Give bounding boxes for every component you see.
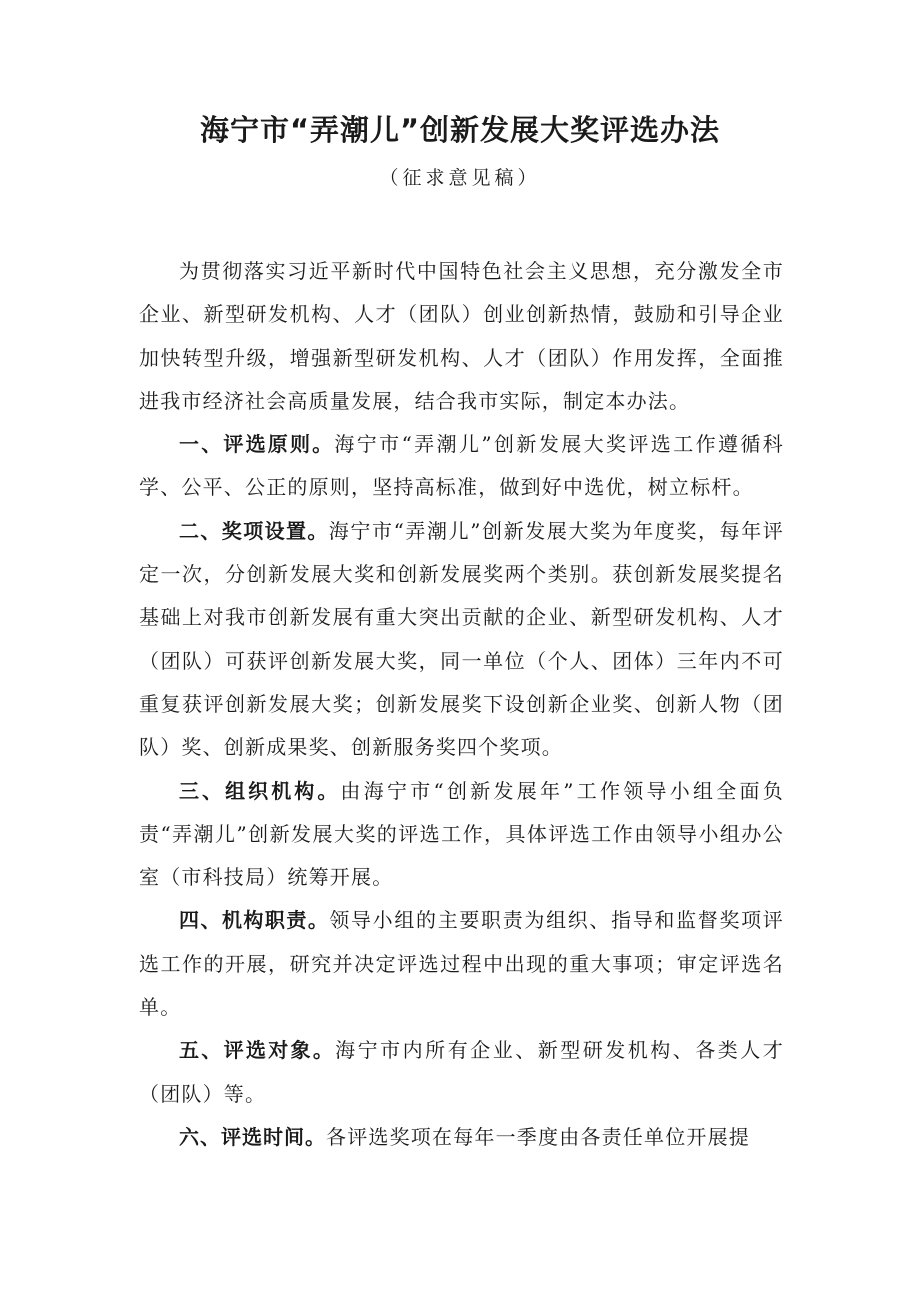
paragraph-duties [139, 899, 784, 1029]
paragraph-text: 领导小组的主要职责为组织、指导和监督奖项评选工作的开展，研究并决定评选过程中出现的重大事项；审定评选名单。 [139, 908, 785, 1020]
section-heading: 一、评选原则。 [179, 432, 335, 457]
paragraph-organization [139, 770, 784, 900]
document-title: 海宁市“弄潮儿”创新发展大奖评选办法 [199, 113, 721, 147]
paragraph-text: 为贯彻落实习近平新时代中国特色社会主义思想，充分激发全市企业、新型研发机构、人才（团队）创业创新热情，鼓励和引导企业加快转型升级，增强新型研发机构、人才（团队）作用发挥，全面推进我市经济社会高质量发展，结合我市实际，制定本办法。 [139, 259, 784, 413]
document-body [139, 250, 784, 1159]
paragraph-intro [139, 250, 784, 423]
section-heading: 三、组织机构。 [179, 778, 341, 803]
paragraph-principles [139, 423, 784, 510]
section-heading: 四、机构职责。 [179, 908, 330, 933]
document-subtitle: （征求意见稿） [379, 167, 541, 189]
section-heading: 二、奖项设置。 [179, 518, 329, 543]
paragraph-awards [139, 510, 784, 770]
paragraph-targets [139, 1029, 784, 1116]
paragraph-text: 海宁市“弄潮儿”创新发展大奖评选工作遵循科学、公平、公正的原则，坚持高标准，做到好中选优，树立标杆。 [139, 432, 784, 500]
paragraph-timing [139, 1116, 784, 1159]
section-heading: 六、评选时间。 [179, 1124, 326, 1149]
paragraph-text: 各评选奖项在每年一季度由各责任单位开展提 [326, 1124, 750, 1149]
paragraph-text: 海宁市“弄潮儿”创新发展大奖为年度奖，每年评定一次，分创新发展大奖和创新发展奖两个类别。获创新发展奖提名基础上对我市创新发展有重大突出贡献的企业、新型研发机构、人才（团队）可获评创新发展大奖，同一单位（个人、团体）三年内不可重复获评创新发展大奖；创新发展奖下设创新企业奖、创新人物（团队）奖、创新成果奖、创新服务奖四个奖项。 [139, 518, 785, 760]
paragraph-text: 由海宁市“创新发展年”工作领导小组全面负责“弄潮儿”创新发展大奖的评选工作，具体评选工作由领导小组办公室（市科技局）统筹开展。 [139, 778, 785, 890]
paragraph-text: 海宁市内所有企业、新型研发机构、各类人才（团队）等。 [139, 1038, 785, 1106]
section-heading: 五、评选对象。 [179, 1038, 336, 1063]
